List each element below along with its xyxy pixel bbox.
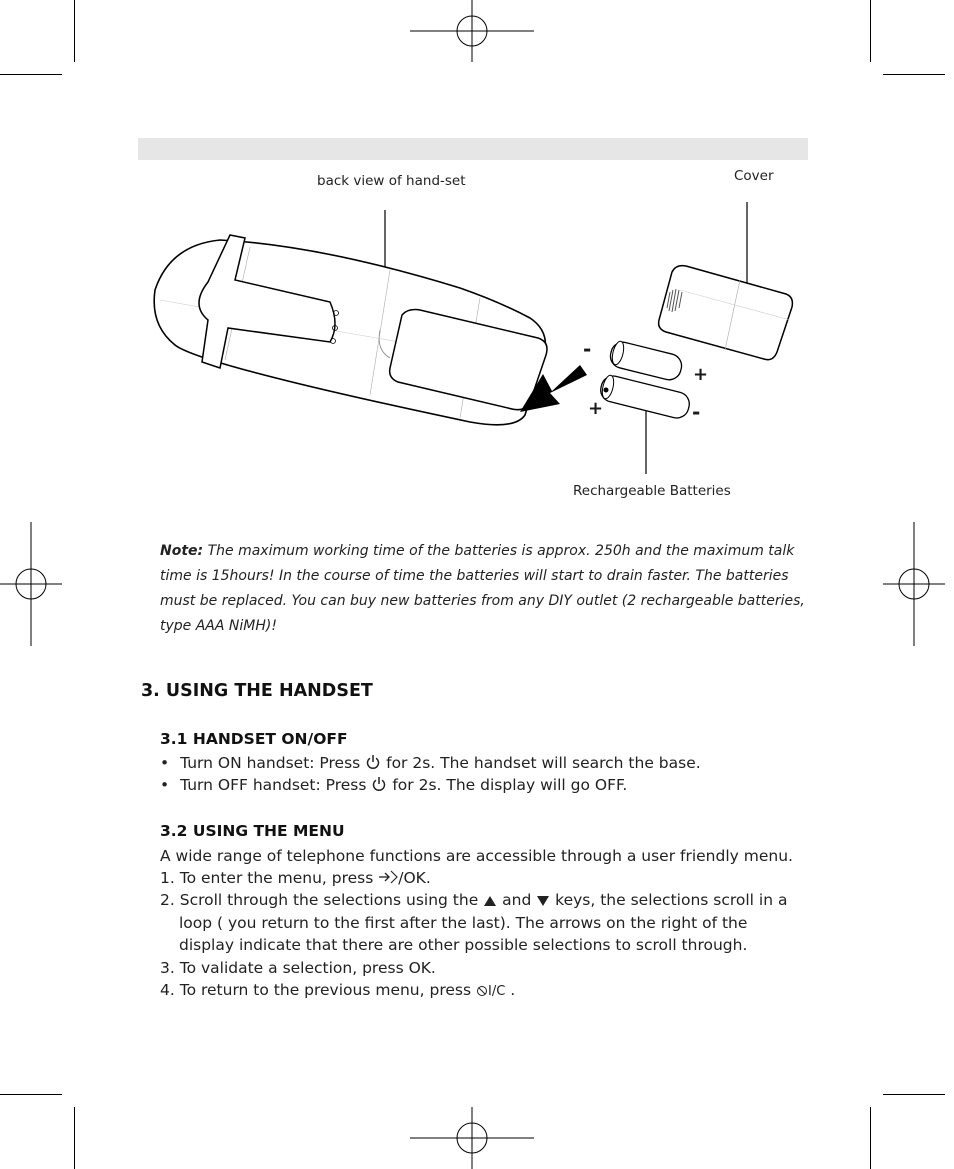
crop-mark (74, 0, 75, 62)
polarity-plus-top-right: + (693, 364, 709, 385)
bullet: • (160, 754, 170, 772)
registration-mark-bottom (410, 1107, 534, 1169)
step-4-period: . (510, 981, 516, 999)
crop-mark (870, 0, 871, 62)
turn-on-text: Turn ON handset: Press (180, 754, 361, 772)
menu-intro: A wide range of telephone functions are accessible through a user friendly menu. (160, 847, 793, 865)
step-number: 4. (160, 981, 175, 999)
batteries-illustration (598, 340, 692, 421)
subsection-title-menu: 3.2 USING THE MENU (160, 822, 345, 840)
section-title: 3. USING THE HANDSET (141, 681, 373, 701)
battery-cover-illustration (659, 266, 793, 360)
list-item-turn-off (160, 774, 627, 796)
step-number: 3. (160, 959, 175, 977)
turn-off-text: Turn OFF handset: Press (180, 776, 367, 794)
menu-key-icon (378, 869, 398, 885)
subsection-title-on-off: 3.1 HANDSET ON/OFF (160, 730, 348, 748)
registration-mark-right (883, 522, 945, 646)
turn-off-text-end: for 2s. The display will go OFF. (392, 776, 628, 794)
note-label: Note: (160, 543, 204, 559)
mute-key-icon (476, 985, 488, 997)
step-2-text: Scroll through the selections using the (179, 891, 479, 909)
step-4 (160, 979, 515, 1003)
handset-back-illustration (154, 235, 587, 425)
step-2-line-2: loop ( you return to the first after the last). The arrows on the right of the (179, 914, 748, 932)
step-1-text: To enter the menu, press (179, 869, 374, 887)
crop-mark (883, 74, 945, 75)
intercom-key: I/C (487, 984, 506, 999)
power-icon (371, 776, 387, 792)
step-1 (160, 867, 431, 889)
up-arrow-icon (483, 895, 497, 907)
power-icon (365, 754, 381, 770)
step-2-text-end: keys, the selections scroll in a (555, 891, 788, 909)
turn-on-text-end: for 2s. The handset will search the base. (386, 754, 701, 772)
crop-mark (0, 74, 62, 75)
crop-mark (870, 1107, 871, 1169)
step-number: 1. (160, 869, 175, 887)
section-header-bar (138, 138, 808, 160)
step-4-text: To return to the previous menu, press (179, 981, 472, 999)
registration-mark-top (410, 0, 534, 62)
step-2-and: and (502, 891, 532, 909)
crop-mark (0, 1094, 62, 1095)
step-3-text: To validate a selection, press OK. (179, 959, 436, 977)
list-item-turn-on (160, 752, 701, 774)
step-1-text-end: /OK. (398, 869, 431, 887)
battery-installation-diagram (140, 190, 820, 490)
step-3 (160, 957, 436, 979)
step-2-line-3: display indicate that there are other possible selections to scroll through. (179, 936, 748, 954)
handset-label: back view of hand-set (317, 173, 466, 189)
batteries-label: Rechargeable Batteries (573, 483, 731, 499)
step-2 (160, 889, 787, 911)
step-number: 2. (160, 891, 175, 909)
polarity-minus-top-left: - (583, 337, 592, 361)
battery-note (160, 539, 810, 639)
bullet: • (160, 776, 170, 794)
registration-mark-left (0, 522, 62, 646)
cover-label: Cover (734, 168, 774, 184)
crop-mark (883, 1094, 945, 1095)
polarity-plus-bottom-left: + (588, 398, 604, 419)
crop-mark (74, 1107, 75, 1169)
down-arrow-icon (536, 895, 550, 907)
polarity-minus-bottom-right: - (692, 400, 701, 424)
note-text: The maximum working time of the batteries is approx. 250h and the maximum talk time is 15hours! In the course of time the batteries will start to drain faster. The batteries must be replaced. You can buy new batteries from any DIY outlet (2 rechargeable batteries, type AAA NiMH)! (160, 543, 805, 634)
